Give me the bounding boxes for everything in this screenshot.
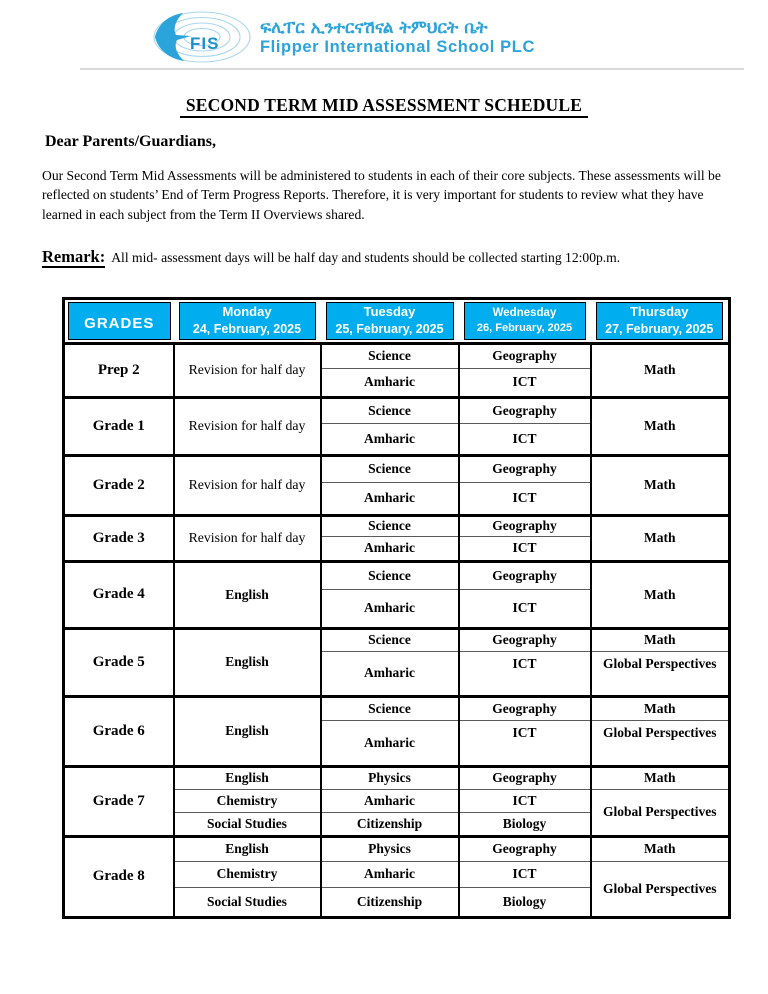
table-header-row xyxy=(64,298,730,343)
subject-cell: Amharic xyxy=(321,368,459,397)
table-row xyxy=(64,515,730,536)
subject-cell: ICT xyxy=(459,536,591,561)
subject-cell: Global Perspectives xyxy=(591,720,730,766)
subject-cell: English xyxy=(174,628,321,696)
table-row xyxy=(64,343,730,368)
subject-cell: Revision for half day xyxy=(174,515,321,561)
subject-cell: English xyxy=(174,836,321,861)
subject-cell: Amharic xyxy=(321,861,459,887)
subject-cell: Math xyxy=(591,343,730,397)
day-header-thursday: Thursday 27, February, 2025 xyxy=(591,298,730,343)
subject-cell: Chemistry xyxy=(174,789,321,812)
subject-cell: Social Studies xyxy=(174,812,321,836)
subject-cell: Amharic xyxy=(321,651,459,696)
grade-cell: Grade 8 xyxy=(64,836,174,917)
subject-cell: Global Perspectives xyxy=(591,651,730,696)
subject-cell: Citizenship xyxy=(321,887,459,917)
subject-cell: Geography xyxy=(459,455,591,482)
subject-cell: Geography xyxy=(459,561,591,589)
subject-cell: ICT xyxy=(459,423,591,455)
subject-cell: Science xyxy=(321,561,459,589)
grades-header: GRADES xyxy=(64,298,174,343)
subject-cell: Chemistry xyxy=(174,861,321,887)
table-row xyxy=(64,455,730,482)
subject-cell: Math xyxy=(591,628,730,651)
subject-cell: Math xyxy=(591,515,730,561)
grade-cell: Grade 2 xyxy=(64,455,174,515)
grade-cell: Grade 1 xyxy=(64,397,174,455)
grade-cell: Grade 6 xyxy=(64,696,174,766)
school-logo xyxy=(148,10,768,64)
subject-cell: Science xyxy=(321,343,459,368)
subject-cell: Science xyxy=(321,515,459,536)
subject-cell: Revision for half day xyxy=(174,343,321,397)
subject-cell: Biology xyxy=(459,887,591,917)
grade-cell: Grade 3 xyxy=(64,515,174,561)
logo-english-name: Flipper International School PLC xyxy=(260,38,535,57)
table-row xyxy=(64,561,730,589)
subject-cell: ICT xyxy=(459,720,591,766)
fish-logo-icon xyxy=(148,10,252,64)
subject-cell: Physics xyxy=(321,766,459,789)
subject-cell: Math xyxy=(591,836,730,861)
subject-cell: Amharic xyxy=(321,720,459,766)
subject-cell: Science xyxy=(321,628,459,651)
subject-cell: Math xyxy=(591,455,730,515)
subject-cell: Geography xyxy=(459,766,591,789)
divider-rule xyxy=(80,68,744,70)
subject-cell: Science xyxy=(321,455,459,482)
subject-cell: Global Perspectives xyxy=(591,789,730,836)
subject-cell: Geography xyxy=(459,696,591,720)
remark xyxy=(42,247,728,267)
logo-amharic-name: ፍሊፐር ኢንተርናሽናል ትምህርት ቤት xyxy=(260,18,488,39)
subject-cell: Math xyxy=(591,766,730,789)
table-row xyxy=(64,696,730,720)
subject-cell: ICT xyxy=(459,482,591,515)
subject-cell: Geography xyxy=(459,343,591,368)
subject-cell: Geography xyxy=(459,397,591,423)
table-row xyxy=(64,397,730,423)
subject-cell: ICT xyxy=(459,589,591,628)
grade-cell: Grade 5 xyxy=(64,628,174,696)
table-row xyxy=(64,628,730,651)
subject-cell: English xyxy=(174,696,321,766)
subject-cell: Geography xyxy=(459,515,591,536)
subject-cell: Math xyxy=(591,561,730,628)
subject-cell: Amharic xyxy=(321,482,459,515)
subject-cell: English xyxy=(174,561,321,628)
subject-cell: Revision for half day xyxy=(174,455,321,515)
subject-cell: ICT xyxy=(459,861,591,887)
subject-cell: Revision for half day xyxy=(174,397,321,455)
subject-cell: ICT xyxy=(459,789,591,812)
day-header-monday: Monday 24, February, 2025 xyxy=(174,298,321,343)
schedule-table xyxy=(62,297,731,919)
remark-text: All mid- assessment days will be half day and students should be collected starting 12:00p.m. xyxy=(111,249,621,265)
grade-cell: Grade 7 xyxy=(64,766,174,836)
subject-cell: Math xyxy=(591,696,730,720)
subject-cell: Social Studies xyxy=(174,887,321,917)
subject-cell: Physics xyxy=(321,836,459,861)
subject-cell: ICT xyxy=(459,651,591,696)
subject-cell: Geography xyxy=(459,836,591,861)
remark-label: Remark: xyxy=(42,246,106,266)
subject-cell: Citizenship xyxy=(321,812,459,836)
subject-cell: English xyxy=(174,766,321,789)
subject-cell: Amharic xyxy=(321,536,459,561)
page-title-text: SECOND TERM MID ASSESSMENT SCHEDULE xyxy=(180,95,588,118)
salutation: Dear Parents/Guardians, xyxy=(45,133,216,150)
table-row xyxy=(64,766,730,789)
intro-paragraph: Our Second Term Mid Assessments will be administered to students in each of their core subjects. These assessments will be reflected on students’ End of Term Progress Reports. Therefore, it is very important for students to review what they have learned in each subject from the Term II Overviews shared. xyxy=(42,168,721,222)
day-header-tuesday: Tuesday 25, February, 2025 xyxy=(321,298,459,343)
subject-cell: ICT xyxy=(459,368,591,397)
grade-cell: Grade 4 xyxy=(64,561,174,628)
day-header-wednesday: Wednesday 26, February, 2025 xyxy=(459,298,591,343)
subject-cell: Amharic xyxy=(321,423,459,455)
subject-cell: Global Perspectives xyxy=(591,861,730,917)
subject-cell: Amharic xyxy=(321,789,459,812)
subject-cell: Science xyxy=(321,696,459,720)
fis-monogram: FIS xyxy=(190,34,220,53)
page-title xyxy=(0,95,768,116)
subject-cell: Biology xyxy=(459,812,591,836)
logo-text xyxy=(260,17,535,57)
subject-cell: Science xyxy=(321,397,459,423)
grade-cell: Prep 2 xyxy=(64,343,174,397)
subject-cell: Amharic xyxy=(321,589,459,628)
table-row xyxy=(64,836,730,861)
subject-cell: Geography xyxy=(459,628,591,651)
schedule-table-wrap xyxy=(62,297,768,919)
subject-cell: Math xyxy=(591,397,730,455)
